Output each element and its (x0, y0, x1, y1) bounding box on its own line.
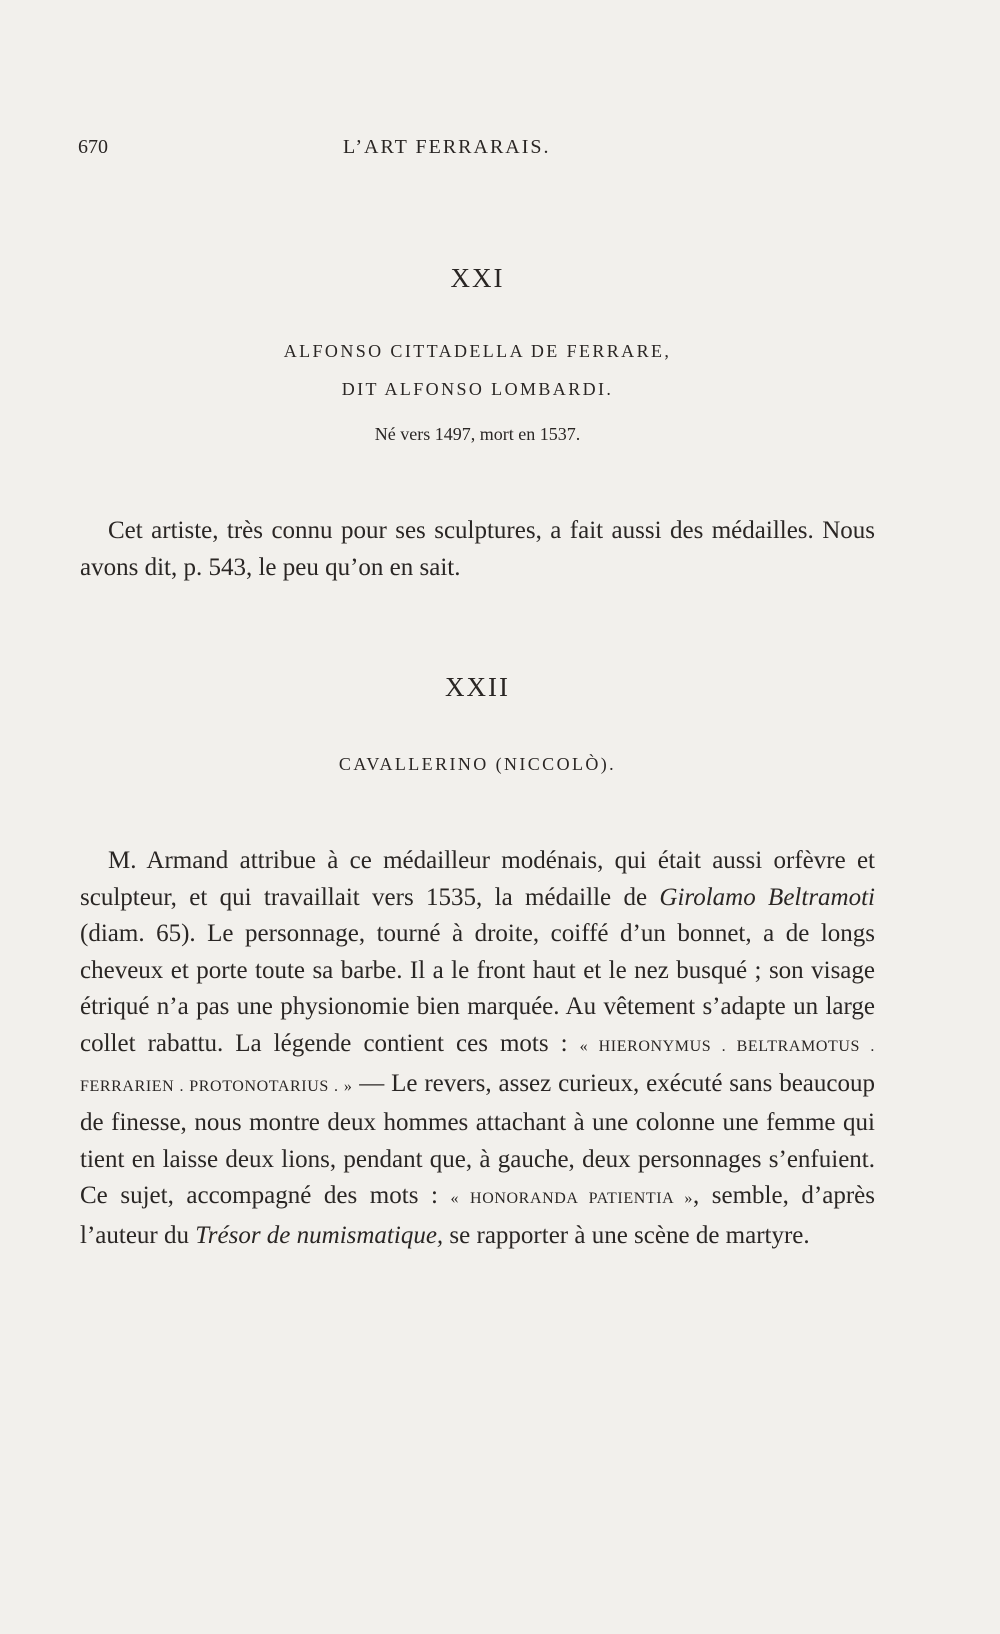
paragraph-body (80, 843, 875, 1255)
medal-motto: « HONORANDA PATIENTIA » (450, 1190, 693, 1208)
section-title-line-2: DIT ALFONSO LOMBARDI. (341, 379, 614, 399)
section-number-xxii: XXII (445, 672, 510, 702)
text-run: — Le revers, assez curieux, exécuté sans beaucoup de finesse, nous montre deux hommes attachant à une colonne une femme qui tient en laisse deux lions, pendant que, à gauche, deux personnages s’enfuient. Ce sujet, accompagné des mots : (80, 1069, 875, 1210)
life-dates: Né vers 1497, mort en 1537. (374, 424, 581, 444)
paragraph-alfonso (80, 513, 875, 586)
section-number-xxi: XXI (450, 263, 505, 293)
paragraph-cavallerino (80, 843, 875, 1255)
text-run: se rapporter à une scène de martyre. (443, 1221, 810, 1249)
section-title-cavallerino: CAVALLERINO (NICCOLÒ). (338, 754, 617, 774)
text-run: (diam. 65). Le personnage, tourné à droite, coiffé d’un bonnet, a de longs cheveux et porte toute sa barbe. Il a le front haut et le nez busqué ; son visage étriqué n’a pas une physionomie bien marquée. Au vêtement s’adapte un large collet rabattu. La légende contient ces mots : (80, 920, 875, 1057)
paragraph-text: Cet artiste, très connu pour ses sculptures, a fait aussi des médailles. Nous avons dit, p. 543, le peu qu’on en sait. (80, 517, 875, 581)
italic-book-title: Trésor de numismatique, (195, 1221, 444, 1249)
running-header (78, 136, 623, 166)
text-run: M. Armand attribue à ce médailleur modénais, qui était aussi orfèvre et sculpteur, et qui travaillait vers 1535, la médaille de (80, 847, 875, 911)
page-number: 670 (78, 136, 108, 158)
running-title: L’ART FERRARAIS. (343, 136, 551, 158)
italic-name: Girolamo Beltramoti (659, 883, 875, 911)
section-title-line-1: ALFONSO CITTADELLA DE FERRARE, (283, 341, 672, 361)
medal-legend: « HIERONYMUS . BELTRAMOTUS . FERRARIEN . PROTONOTARIUS . » (80, 1037, 876, 1095)
text-run: , semble, d’après l’auteur du (80, 1182, 875, 1249)
